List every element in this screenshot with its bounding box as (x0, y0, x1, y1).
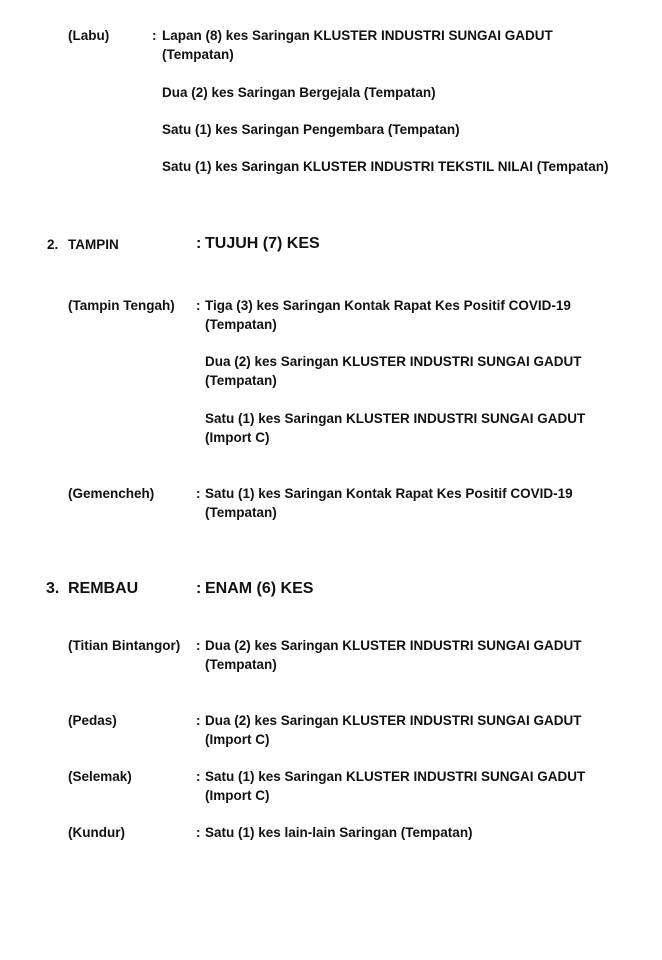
separator-colon: : (196, 769, 201, 784)
case-line-labu-4: Satu (1) kes Saringan KLUSTER INDUSTRI TEKSTIL NILAI (Tempatan) (162, 159, 609, 174)
separator-colon: : (196, 580, 202, 597)
case-line-labu-3: Satu (1) kes Saringan Pengembara (Tempatan) (162, 122, 460, 137)
case-line-selemak-1-tag: (Import C) (205, 788, 270, 803)
case-line-tampin-tengah-3: Satu (1) kes Saringan KLUSTER INDUSTRI SUNGAI GADUT (205, 411, 586, 426)
case-line-titian-bintangor-1: Dua (2) kes Saringan KLUSTER INDUSTRI SUNGAI GADUT (205, 638, 582, 653)
case-line-labu-1-tag: (Tempatan) (162, 47, 234, 62)
separator-colon: : (196, 638, 201, 653)
separator-colon: : (196, 486, 201, 501)
case-line-tampin-tengah-2-tag: (Tempatan) (205, 373, 277, 388)
case-line-tampin-tengah-3-tag: (Import C) (205, 430, 270, 445)
district-number-tampin: 2. (47, 237, 59, 252)
case-line-tampin-tengah-1: Tiga (3) kes Saringan Kontak Rapat Kes Positif COVID-19 (205, 298, 571, 313)
area-label-tampin-tengah: (Tampin Tengah) (68, 298, 175, 313)
case-line-gemencheh-1-tag: (Tempatan) (205, 505, 277, 520)
area-label-gemencheh: (Gemencheh) (68, 486, 155, 501)
district-name-tampin: TAMPIN (68, 237, 119, 252)
case-line-pedas-1-tag: (Import C) (205, 732, 270, 747)
separator-colon: : (196, 713, 201, 728)
case-line-labu-1: Lapan (8) kes Saringan KLUSTER INDUSTRI SUNGAI GADUT (162, 28, 553, 43)
district-total-rembau: ENAM (6) KES (205, 580, 314, 597)
area-label-selemak: (Selemak) (68, 769, 132, 784)
case-line-tampin-tengah-1-tag: (Tempatan) (205, 317, 277, 332)
separator-colon: : (196, 825, 201, 840)
case-line-selemak-1: Satu (1) kes Saringan KLUSTER INDUSTRI SUNGAI GADUT (205, 769, 586, 784)
area-label-kundur: (Kundur) (68, 825, 125, 840)
district-total-tampin: TUJUH (7) KES (205, 235, 320, 252)
area-label-titian-bintangor: (Titian Bintangor) (68, 638, 181, 653)
case-line-gemencheh-1: Satu (1) kes Saringan Kontak Rapat Kes Positif COVID-19 (205, 486, 573, 501)
case-line-tampin-tengah-2: Dua (2) kes Saringan KLUSTER INDUSTRI SUNGAI GADUT (205, 354, 582, 369)
area-label-pedas: (Pedas) (68, 713, 117, 728)
separator-colon: : (196, 235, 202, 252)
case-line-labu-2: Dua (2) kes Saringan Bergejala (Tempatan) (162, 85, 436, 100)
district-name-rembau: REMBAU (68, 580, 139, 597)
district-number-rembau: 3. (46, 580, 60, 597)
separator-colon: : (152, 28, 157, 43)
separator-colon: : (196, 298, 201, 313)
case-line-kundur-1: Satu (1) kes lain-lain Saringan (Tempatan) (205, 825, 473, 840)
area-label-labu: (Labu) (68, 28, 110, 43)
case-line-titian-bintangor-1-tag: (Tempatan) (205, 657, 277, 672)
case-line-pedas-1: Dua (2) kes Saringan KLUSTER INDUSTRI SUNGAI GADUT (205, 713, 582, 728)
